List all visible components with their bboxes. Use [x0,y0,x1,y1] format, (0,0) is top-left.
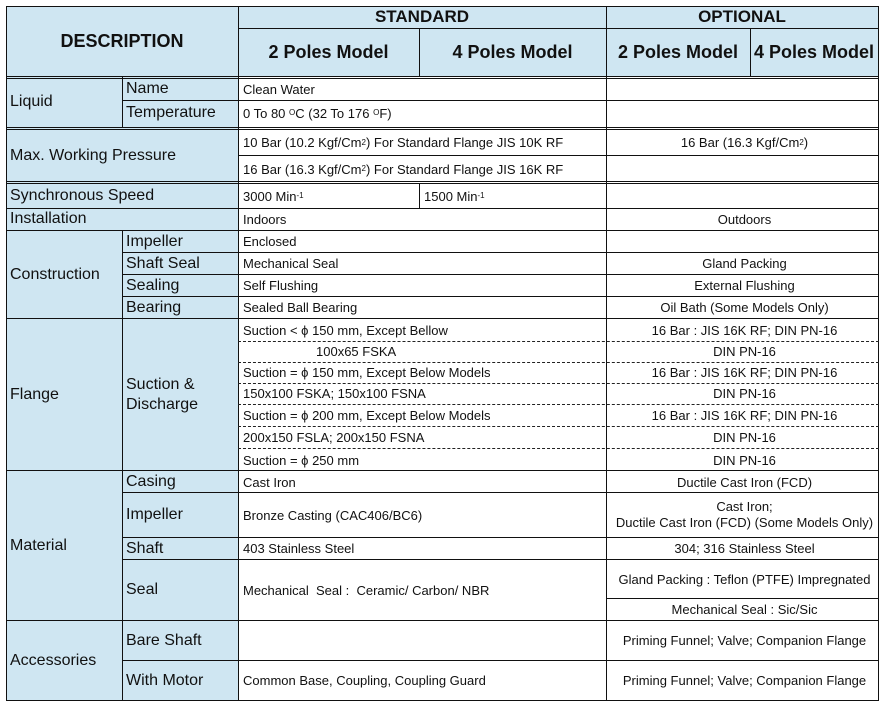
column-divider [750,28,751,77]
construction-bearing-label: Bearing [126,298,182,316]
pressure-std-2: 16 Bar (16.3 Kgf/Cm 2 ) For Standard Flange JIS 16K RF [243,161,564,177]
speed-std-4poles: 1500 Min -1 [424,188,485,204]
row-divider [238,155,879,156]
flange-line-1 [238,320,606,341]
table-border [6,700,879,701]
speed-std-2poles: 3000 Min -1 [243,188,304,204]
accessories-label: Accessories [10,651,97,669]
pressure-std-2-prefix: 16 Bar (16.3 Kgf/Cm [243,161,362,177]
row-divider [122,537,879,538]
dashed-divider [238,341,879,342]
row-divider [122,274,879,275]
pressure-std-2-suffix: ) For Standard Flange JIS 16K RF [365,161,564,177]
row-divider [6,318,879,319]
row-divider [122,100,879,101]
row-divider [6,470,879,471]
header-standard: STANDARD [374,7,470,26]
temp-suffix: F) [379,105,392,121]
header-std-2poles: 2 Poles Model [268,41,389,62]
flange-line-5 [238,405,606,426]
flange-line-std: 150x100 FSKA; 150x100 FSNA [243,386,426,401]
flange-line-std: Suction < ϕ 150 mm, Except Bellow [243,323,448,338]
flange-line-2 [238,341,606,362]
row-divider [122,296,879,297]
header-std-4poles: 4 Poles Model [452,41,573,62]
construction-sealing-opt: External Flushing [694,278,795,293]
row-divider [122,660,879,661]
liquid-name-label: Name [126,80,169,97]
flange-line-std: 200x150 FSLA; 200x150 FSNA [243,430,425,445]
flange-suction-discharge-label [122,320,238,470]
header-description: DESCRIPTION [60,30,184,51]
flange-opt-6: DIN PN-16 [713,430,776,445]
material-impeller-opt [606,493,878,537]
construction-shaft-seal-std: Mechanical Seal [243,256,339,271]
construction-bearing-std: Sealed Ball Bearing [243,300,358,315]
flange-line-7 [238,449,606,471]
accessories-bare-label: Bare Shaft [126,631,202,649]
material-shaft-label: Shaft [126,539,164,557]
accessories-bare-opt: Priming Funnel; Valve; Companion Flange [622,633,867,648]
dashed-divider [238,362,879,363]
speed-2poles-value: 3000 Min [243,188,297,204]
pressure-opt-prefix: 16 Bar (16.3 Kgf/Cm [680,135,800,150]
installation-label: Installation [10,210,87,227]
material-casing-opt: Ductile Cast Iron (FCD) [676,474,813,490]
row-divider [122,559,879,560]
speed-label: Synchronous Speed [10,187,155,204]
flange-opt-3: 16 Bar : JIS 16K RF; DIN PN-16 [651,365,838,380]
liquid-temp-std: 0 To 80 O C (32 To 176 O F) [243,105,392,121]
column-divider [606,6,607,701]
liquid-temp-label: Temperature [126,104,216,121]
row-divider [122,252,879,253]
row-divider [238,28,879,29]
flange-line-4 [238,383,606,404]
row-divider [6,78,879,79]
material-seal-label: Seal [126,581,159,598]
material-impeller-label: Impeller [126,506,183,523]
flange-line-std: 100x65 FSKA [316,344,397,359]
liquid-name-std: Clean Water [243,81,315,97]
row-divider [6,208,879,209]
material-seal-opt-2: Mechanical Seal : Sic/Sic [671,602,818,617]
column-divider [122,230,123,701]
dashed-divider [238,383,879,384]
material-shaft-std: 403 Stainless Steel [243,541,355,556]
column-divider [122,77,123,127]
header-opt-4poles: 4 Poles Model [753,41,875,62]
material-impeller-std: Bronze Casting (CAC406/BC6) [243,507,423,523]
material-seal-std: Mechanical Seal : Ceramic/ Carbon/ NBR [243,582,490,598]
construction-shaft-seal-opt: Gland Packing [702,256,787,271]
material-impeller-opt-2: Ductile Cast Iron (FCD) (Some Models Only) [615,515,874,530]
pressure-opt: 16 Bar (16.3 Kgf/Cm 2 ) [680,135,809,150]
construction-sealing-label: Sealing [126,276,180,294]
accessories-motor-std: Common Base, Coupling, Coupling Guard [243,673,486,688]
column-divider [238,6,239,701]
dashed-divider [238,404,879,405]
header-optional: OPTIONAL [698,7,786,26]
row-divider [6,76,879,77]
flange-opt-1: 16 Bar : JIS 16K RF; DIN PN-16 [651,323,838,338]
construction-impeller-label: Impeller [126,232,183,250]
row-divider [6,127,879,128]
pressure-std-1-prefix: 10 Bar (10.2 Kgf/Cm [243,135,362,150]
material-casing-label: Casing [126,473,176,490]
material-impeller-opt-1: Cast Iron; [716,499,773,514]
row-divider [6,230,879,231]
pressure-std-1: 10 Bar (10.2 Kgf/Cm 2 ) For Standard Flange JIS 10K RF [243,135,564,150]
flange-line-std: Suction = ϕ 200 mm, Except Below Models [243,408,491,423]
liquid-label: Liquid [10,93,53,110]
row-divider [606,598,879,599]
installation-std: Indoors [243,211,287,227]
speed-4poles-value: 1500 Min [424,188,478,204]
accessories-motor-label: With Motor [126,671,204,689]
construction-label: Construction [10,266,100,283]
material-shaft-opt: 304; 316 Stainless Steel [674,541,815,556]
pressure-opt-suffix: ) [803,135,809,150]
construction-sealing-std: Self Flushing [243,278,319,293]
dashed-divider [238,426,879,427]
pressure-std-1-suffix: ) For Standard Flange JIS 10K RF [365,135,564,150]
construction-impeller-std: Enclosed [243,234,297,249]
construction-shaft-seal-label: Shaft Seal [126,254,200,272]
material-seal-opt-1: Gland Packing : Teflon (PTFE) Impregnated [618,571,871,587]
accessories-motor-opt: Priming Funnel; Valve; Companion Flange [622,673,867,688]
flange-opt-7: DIN PN-16 [713,452,776,468]
flange-line-3 [238,362,606,383]
row-divider [6,620,879,621]
flange-line-std: Suction = ϕ 250 mm [243,452,360,468]
flange-sub-label-1: Suction & [126,376,195,393]
construction-bearing-opt: Oil Bath (Some Models Only) [660,300,829,315]
row-divider [6,129,879,130]
pressure-label: Max. Working Pressure [10,147,176,164]
flange-opt-2: DIN PN-16 [713,344,776,359]
material-casing-std: Cast Iron [243,474,296,490]
flange-opt-4: DIN PN-16 [713,386,776,401]
table-border [6,6,7,701]
flange-opt-5: 16 Bar : JIS 16K RF; DIN PN-16 [651,408,838,423]
dashed-divider [238,448,879,449]
installation-opt: Outdoors [717,211,772,227]
material-label: Material [10,537,67,554]
temp-prefix: 0 To 80 [243,105,290,121]
table-border [6,6,879,7]
row-divider [122,492,879,493]
table-border [878,6,879,701]
row-divider [6,181,879,182]
flange-line-std: Suction = ϕ 150 mm, Except Below Models [243,365,491,380]
flange-line-6 [238,427,606,448]
column-divider [419,28,420,77]
temp-mid: C (32 To 176 [295,105,374,121]
flange-label: Flange [10,386,59,403]
header-opt-2poles: 2 Poles Model [617,41,739,62]
flange-sub-label-2: Discharge [126,396,199,413]
row-divider [6,183,879,184]
column-divider [419,183,420,208]
